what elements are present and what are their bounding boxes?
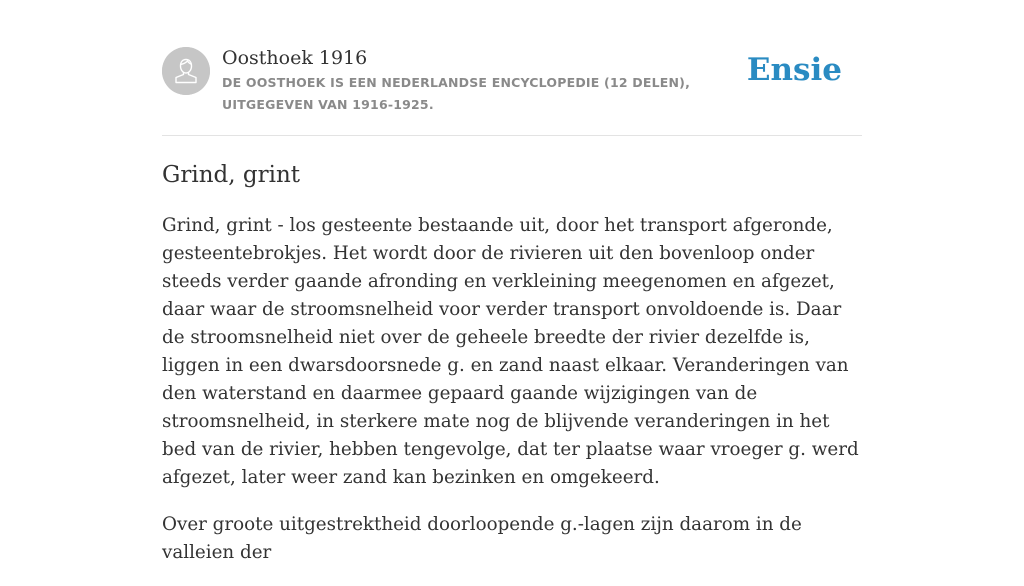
ensie-logo[interactable]: Ensie xyxy=(746,52,842,88)
header-divider xyxy=(162,135,862,136)
person-outline-icon xyxy=(162,47,210,95)
source-header xyxy=(162,46,862,136)
article-paragraph: Over groote uitgestrektheid doorloopende g.-lagen zijn daarom in de valleien der xyxy=(162,514,802,563)
source-title[interactable]: Oosthoek 1916 xyxy=(222,47,368,69)
article-paragraph: Grind, grint - los gesteente bestaande uit, door het transport afgeronde, gesteentebrokjes. Het wordt door de rivieren uit den bovenloop onder steeds verder gaande afronding en verkleining meegenomen en afgezet, daar waar de stroomsnelheid voor verder transport onvoldoende is. Daar de stroomsnelheid niet over de geheele breedte der rivier dezelfde is, liggen in een dwarsdoorsnede g. en zand naast elkaar. Veranderingen van den waterstand en daarmee gepaard gaande wijzigingen van de stroomsnelheid, in sterkere mate nog de blijvende veranderingen in het bed van de rivier, hebben tengevolge, dat ter plaatse waar vroeger g. werd afgezet, later weer zand kan bezinken en omgekeerd. xyxy=(162,215,859,488)
article-title: Grind, grint xyxy=(162,162,301,188)
article-body xyxy=(162,212,864,586)
source-description: DE OOSTHOEK IS EEN NEDERLANDSE ENCYCLOPEDIE (12 DELEN), UITGEGEVEN VAN 1916-1925. xyxy=(222,75,691,112)
user-avatar-icon[interactable] xyxy=(162,47,210,95)
